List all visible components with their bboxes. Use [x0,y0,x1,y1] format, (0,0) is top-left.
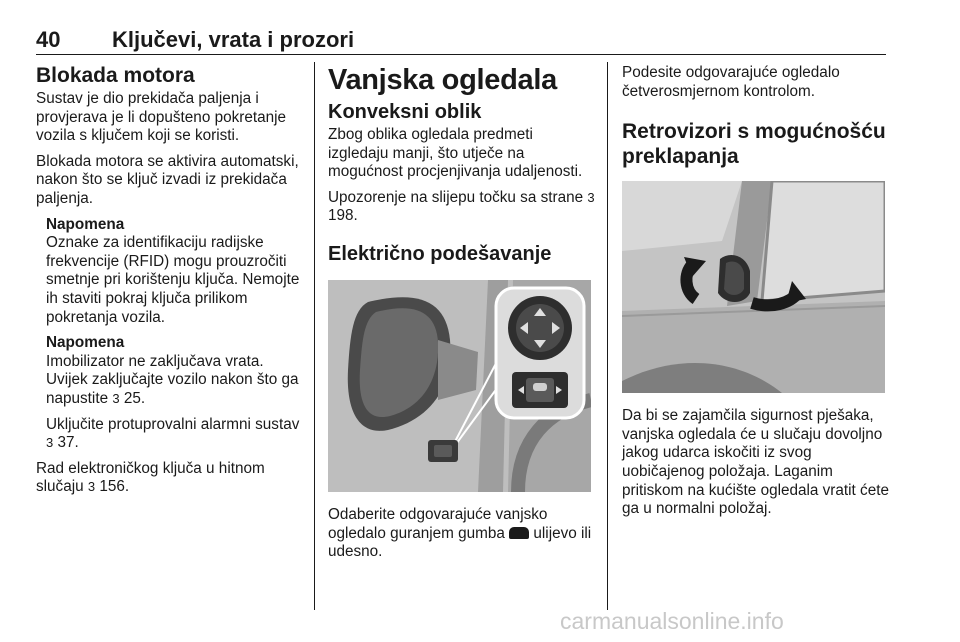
paragraph: Podesite odgovarajuće ogledalo četverosmjernom kontrolom. [622,64,840,100]
column-2 [328,64,596,569]
paragraph: Sustav je dio prekidača paljenja i provjerava je li dopušteno pokretanje vozila s ključem koji se koristi. [36,90,287,145]
page-ref-icon: 3 [587,189,595,205]
note-text: Oznake za identifikaciju radijske frekvencije (RFID) mogu prouzročiti smetnje pri korištenju ključa. Nemojte ih staviti pokraj ključa prilikom pokretanja vozila. [46,234,300,326]
watermark: carmanualsonline.info [560,608,784,634]
page-number: 40 [36,27,61,52]
note-text: Imobilizator ne zaključava vrata. Uvijek zaključajte vozilo nakon što ga napustite 3 25. [46,352,299,407]
page-ref[interactable]: 37. [57,434,79,452]
header-rule [36,54,886,55]
column-3 [622,64,892,526]
column-divider-2 [607,62,608,610]
paragraph: Blokada motora se aktivira automatski, nakon što se ključ izvadi iz prekidača paljenja. [36,152,299,207]
page-ref[interactable]: 25. [123,389,146,407]
column-1 [36,64,306,504]
section-heading-immobilizer: Blokada motora [36,64,195,87]
paragraph: Da bi se zajamčila sigurnost pješaka, vanjska ogledala će u slučaju dovoljno jakog udarca iskočiti iz svog uobičajenog položaja. Laganim pritiskom na kućište ogledala vratit ćete ga u normalni položaj. [622,407,889,518]
page-ref-icon: 3 [46,435,54,451]
page-ref-icon: 3 [112,390,120,406]
mirror-select-button-icon [509,527,529,539]
page-ref-icon: 3 [87,479,96,495]
mirror-control-illustration [328,280,591,492]
note-block [36,216,306,453]
section-heading-mirrors: Vanjska ogledala [328,64,557,96]
note-text: Uključite protuprovalni alarmni sustav 3 37. [46,415,300,452]
paragraph: Odaberite odgovarajuće vanjsko ogledalo guranjem gumba ulijevo ili udesno. [328,505,592,561]
note-label: Napomena [46,334,125,352]
paragraph: Zbog oblika ogledala predmeti izgledaju manji, što utječe na mogućnost procjenjivanja udaljenosti. [328,126,583,181]
note-label: Napomena [46,215,125,233]
folding-mirror-illustration [622,181,885,393]
paragraph: Rad elektroničkog ključa u hitnom slučaju 3 156. [36,459,265,496]
page-ref[interactable]: 156. [99,478,130,496]
paragraph: Upozorenje na slijepu točku sa strane 3 198. [328,188,595,225]
chapter-title: Ključevi, vrata i prozori [112,27,355,52]
subheading-electric-adjust: Električno podešavanje [328,242,552,265]
column-divider-1 [314,62,315,610]
subheading-convex: Konveksni oblik [328,101,482,123]
page-ref[interactable]: 198. [328,207,358,225]
section-heading-folding-mirrors: Retrovizori s mogućnošću preklapanja [622,120,886,169]
